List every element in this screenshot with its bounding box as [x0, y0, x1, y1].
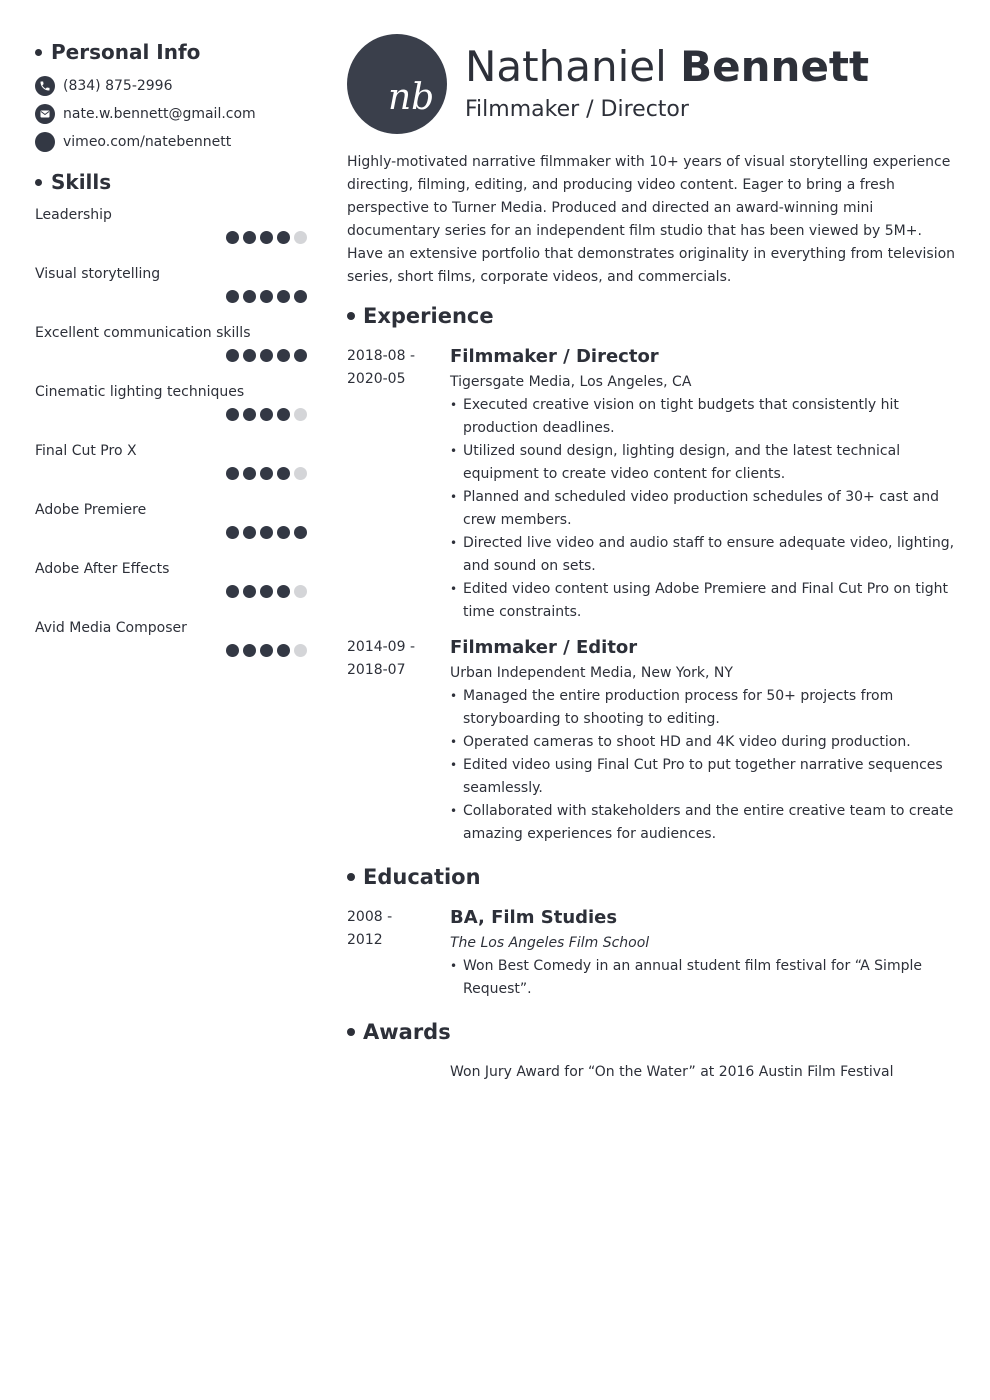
skill-rating: [222, 408, 307, 421]
job-role: Filmmaker / Editor: [450, 637, 638, 658]
education-heading: [347, 862, 957, 892]
avatar-initials: nb: [388, 77, 435, 118]
phone-text: (834) 875-2996: [63, 78, 173, 94]
skill-row: [35, 382, 307, 441]
rating-dot-filled: [294, 526, 307, 539]
date-end: 2020-05: [347, 371, 406, 387]
rating-dot-filled: [277, 231, 290, 244]
rating-dot-empty: [294, 408, 307, 421]
personal-info-title: Personal Info: [51, 40, 201, 64]
last-name: Bennett: [680, 42, 870, 91]
bullet-dot: [35, 179, 42, 186]
bullet-dot: [35, 49, 42, 56]
date-start: 2014-09 -: [347, 639, 415, 655]
rating-dot-filled: [260, 290, 273, 303]
skill-rating: [222, 349, 307, 362]
award-item: Won Jury Award for “On the Water” at 2016 Austin Film Festival: [450, 1064, 894, 1080]
skill-rating: [222, 467, 307, 480]
skill-row: [35, 500, 307, 559]
rating-dot-filled: [277, 408, 290, 421]
rating-dot-filled: [294, 290, 307, 303]
name-block: [465, 34, 869, 125]
job-date: [347, 345, 450, 624]
list-item: • Edited video content using Adobe Premiere and Final Cut Pro on tight time constraints.: [450, 578, 957, 624]
skill-row: [35, 618, 307, 677]
rating-dot-filled: [260, 467, 273, 480]
rating-dot-filled: [243, 526, 256, 539]
contact-email: [35, 100, 307, 128]
contact-phone: [35, 72, 307, 100]
job-date: [347, 636, 450, 846]
first-name: Nathaniel: [465, 42, 667, 91]
rating-dot-filled: [260, 231, 273, 244]
list-item: • Won Best Comedy in an annual student film festival for “A Simple Request”.: [450, 955, 957, 1001]
rating-dot-filled: [277, 349, 290, 362]
date-start: 2008 -: [347, 909, 393, 925]
globe-icon: [35, 132, 55, 152]
rating-dot-filled: [226, 290, 239, 303]
job-body: [450, 636, 957, 846]
bullet-dot: [347, 1028, 355, 1036]
list-item: • Utilized sound design, lighting design, and the latest technical equipment to create video content for clients.: [450, 440, 957, 486]
list-item: • Collaborated with stakeholders and the entire creative team to create amazing experiences for audiences.: [450, 800, 957, 846]
experience-title: Experience: [363, 304, 494, 328]
job-title: Filmmaker / Director: [465, 97, 689, 122]
skill-row: [35, 559, 307, 618]
rating-dot-filled: [243, 467, 256, 480]
job-bullets: [450, 685, 957, 846]
phone-icon: [35, 76, 55, 96]
skill-row: [35, 441, 307, 500]
rating-dot-empty: [294, 467, 307, 480]
skills-title: Skills: [51, 170, 112, 194]
experience-entry: [347, 345, 957, 624]
rating-dot-filled: [260, 526, 273, 539]
skill-row: [35, 205, 307, 264]
email-link[interactable]: nate.w.bennett@gmail.com: [63, 106, 256, 122]
date-end: 2018-07: [347, 662, 406, 678]
skill-name: Avid Media Composer: [35, 620, 187, 636]
sidebar: [35, 38, 307, 677]
education-title: Education: [363, 865, 481, 889]
job-role: Filmmaker / Director: [450, 346, 659, 367]
skill-name: Final Cut Pro X: [35, 443, 137, 459]
job-company: Urban Independent Media, New York, NY: [450, 665, 733, 681]
skills-list: [35, 205, 307, 677]
skill-rating: [222, 585, 307, 598]
awards-title: Awards: [363, 1020, 451, 1044]
experience-entry: [347, 636, 957, 846]
education-date: [347, 906, 450, 1001]
rating-dot-filled: [243, 408, 256, 421]
skill-name: Excellent communication skills: [35, 325, 251, 341]
rating-dot-filled: [226, 526, 239, 539]
list-item: • Edited video using Final Cut Pro to put together narrative sequences seamlessly.: [450, 754, 957, 800]
bullet-dot: [347, 312, 355, 320]
rating-dot-filled: [226, 231, 239, 244]
rating-dot-filled: [277, 585, 290, 598]
list-item: • Executed creative vision on tight budgets that consistently hit production deadlines.: [450, 394, 957, 440]
list-item: • Planned and scheduled video production schedules of 30+ cast and crew members.: [450, 486, 957, 532]
skill-rating: [222, 231, 307, 244]
main-content: [347, 34, 957, 1084]
rating-dot-empty: [294, 231, 307, 244]
list-item: • Operated cameras to shoot HD and 4K video during production.: [450, 731, 957, 754]
skill-name: Adobe Premiere: [35, 502, 147, 518]
rating-dot-filled: [243, 585, 256, 598]
bullet-dot: [347, 873, 355, 881]
education-entry: [347, 906, 957, 1001]
skill-rating: [222, 644, 307, 657]
contact-website: [35, 128, 307, 156]
experience-list: [347, 345, 957, 846]
summary: Highly-motivated narrative filmmaker with 10+ years of visual storytelling experience directing, filming, editing, and producing video content. Eager to bring a fresh perspective to Turner Media. Produced and directed an award-winning mini documentary series for an independent film studio that has been viewed by 5M+. Have an extensive portfolio that demonstrates originality in everything from television series, short films, corporate videos, and commercials.: [347, 154, 956, 285]
date-end: 2012: [347, 932, 383, 948]
rating-dot-empty: [294, 585, 307, 598]
resume-header: [347, 34, 957, 146]
rating-dot-filled: [277, 290, 290, 303]
envelope-icon: [35, 104, 55, 124]
education-bullets: [450, 955, 957, 1001]
rating-dot-filled: [260, 585, 273, 598]
rating-dot-empty: [294, 644, 307, 657]
rating-dot-filled: [260, 644, 273, 657]
job-company: Tigersgate Media, Los Angeles, CA: [450, 374, 692, 390]
personal-info-heading: [35, 38, 307, 66]
experience-heading: [347, 301, 957, 331]
job-bullets: [450, 394, 957, 624]
skill-name: Leadership: [35, 207, 112, 223]
rating-dot-filled: [243, 231, 256, 244]
rating-dot-filled: [243, 349, 256, 362]
list-item: • Directed live video and audio staff to ensure adequate video, lighting, and sound on sets.: [450, 532, 957, 578]
rating-dot-filled: [226, 349, 239, 362]
skill-name: Adobe After Effects: [35, 561, 170, 577]
rating-dot-filled: [226, 467, 239, 480]
rating-dot-filled: [260, 349, 273, 362]
degree: BA, Film Studies: [450, 907, 618, 928]
rating-dot-filled: [277, 467, 290, 480]
awards-heading: [347, 1017, 957, 1047]
education-body: [450, 906, 957, 1001]
rating-dot-filled: [243, 644, 256, 657]
skill-rating: [222, 526, 307, 539]
skill-name: Visual storytelling: [35, 266, 161, 282]
skill-row: [35, 264, 307, 323]
full-name: [465, 40, 869, 94]
rating-dot-filled: [277, 644, 290, 657]
date-start: 2018-08 -: [347, 348, 415, 364]
rating-dot-filled: [260, 408, 273, 421]
rating-dot-filled: [226, 408, 239, 421]
skill-row: [35, 323, 307, 382]
rating-dot-filled: [294, 349, 307, 362]
website-link[interactable]: vimeo.com/natebennett: [63, 134, 232, 150]
list-item: • Managed the entire production process for 50+ projects from storyboarding to shooting to editing.: [450, 685, 957, 731]
skill-rating: [222, 290, 307, 303]
skill-name: Cinematic lighting techniques: [35, 384, 245, 400]
rating-dot-filled: [226, 644, 239, 657]
avatar: [347, 34, 447, 134]
rating-dot-filled: [243, 290, 256, 303]
school: The Los Angeles Film School: [450, 935, 650, 951]
rating-dot-filled: [226, 585, 239, 598]
rating-dot-filled: [277, 526, 290, 539]
skills-heading: [35, 168, 307, 196]
job-body: [450, 345, 957, 624]
